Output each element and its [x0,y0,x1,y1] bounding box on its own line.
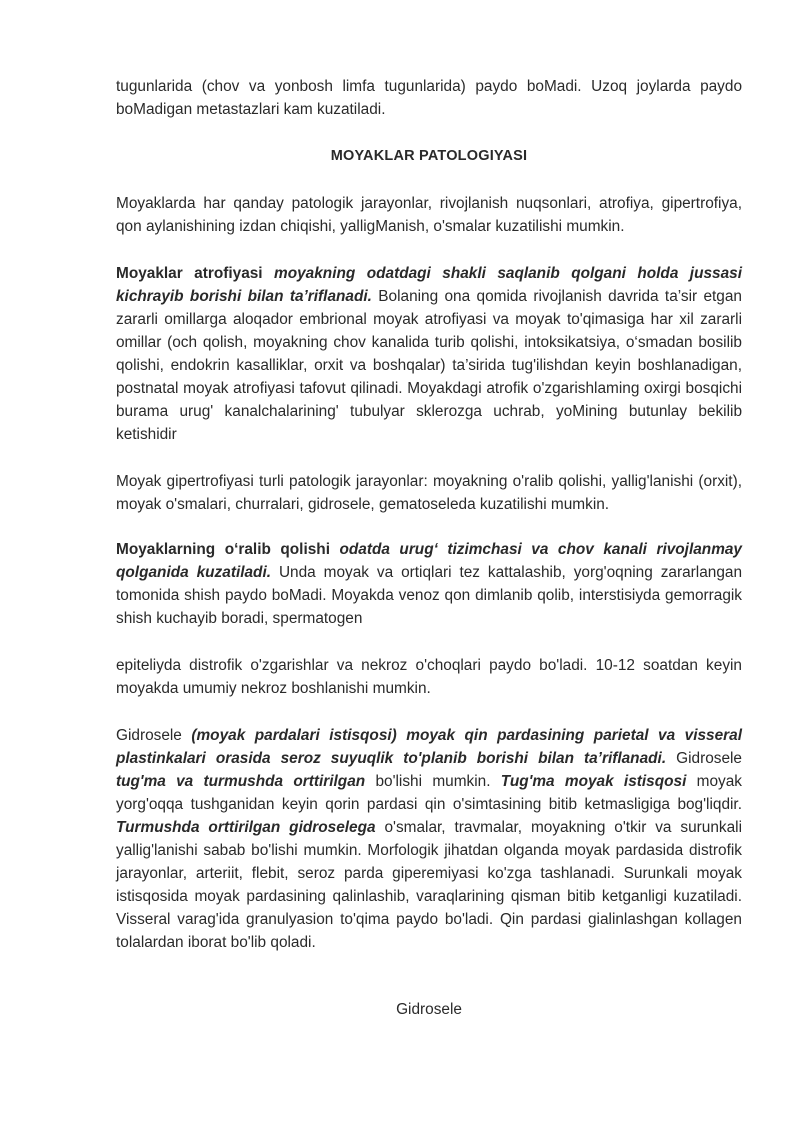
text-hydrocele-1: Gidrosele [116,727,192,744]
term-atrophy: Moyaklar atrofiyasi [116,265,263,282]
paragraph-torsion [116,538,742,630]
document-body [116,75,742,978]
definition-torsion: odatda urug‘ tizimchasi va chov kanali rivojlanmay qolganida kuzatiladi. [116,541,742,581]
paragraph-overview: Moyaklarda har qanday patologik jarayonlar, rivojlanish nuqsonlari, atrofiya, gipertrofiya, qon aylanishining izdan chiqishi, yalligManish, o'smalar kuzatilishi mumkin. [116,195,742,235]
term-torsion: Moyaklarning o‘ralib qolishi [116,541,330,558]
text-hydrocele-4: moyak yorg'oqqa tushganidan keyin qorin pardasi qin o'simtasining bitib ketmasligiga bog'liqdir. [116,773,742,813]
section-heading: MOYAKLAR PATOLOGIYASI [330,148,528,164]
definition-atrophy: moyakning odatdagi shakli saqlanib qolgani holda jussasi kichrayib borishi bilan ta’riflanadi. [116,265,742,305]
term-congenital-hydrocele: Tug'ma moyak istisqosi [500,773,687,790]
paragraph-intro: tugunlarida (chov va yonbosh limfa tugunlarida) paydo boMadi. Uzoq joylarda paydo boMadigan metastazlari kam kuzatiladi. [116,78,742,118]
text-atrophy: Bolaning ona qomida rivojlanish davrida ta’sir etgan zararli omillarga aloqador embrional moyak atrofiyasi va moyak to'qimasiga har xil zararli omillar (och qolish, moyakning chov kanalida turib qolishi, intoksikatsiya, o‘smadan bosilib qolishi, endokrin kasalliklar, orxit va boshqalar) ta’sirida tug'ilishdan keyin boshlanadigan, postnatal moyak atrofiyasi tafovut qilinadi. Moyakdagi atrofik o'zgarishlaming oxirgi bosqichi burama urug' kanalchalarining' tubulyar sklerozga uchrab, yoMining butunlay bekilib ketishidir [116,288,742,443]
text-hydrocele-2: Gidrosele [666,750,742,767]
term-congenital-acquired: tug'ma va turmushda orttirilgan [116,773,366,790]
term-acquired-hydrocele: Turmushda orttirilgan gidroselega [116,819,376,836]
paragraph-hypertrophy: Moyak gipertrofiyasi turli patologik jarayonlar: moyakning o'ralib qolishi, yallig'lanishi (orxit), moyak o'smalari, churralari, gidrosele, gematoseleda kuzatilishi mumkin. [116,473,742,513]
paragraph-atrophy [116,262,742,446]
paragraph-hydrocele [116,724,742,954]
text-hydrocele-5: o'smalar, travmalar, moyakning o'tkir va surunkali yallig'lanishi sabab bo'lishi mumkin. Morfologik jihatdan olganda moyak pardasida distrofik jarayonlar, arteriit, flebit, seroz parda giperemiyasi ko'zga tashlanadi. Surunkali moyak istisqosida moyak pardasining qalinlashib, varaqlarining qisman bitib ketganligi kuzatiladi. Visseral varag'ida granulyasion to'qima paydo bo'ladi. Qin pardasi gialinlashgan kollagen tolalardan iborat bo'lib qoladi. [116,819,742,951]
figure-caption: Gidrosele [396,1001,462,1018]
text-hydrocele-3: bo'lishi mumkin. [365,773,501,790]
paragraph-necrosis: epiteliyda distrofik o'zgarishlar va nekroz o'choqlari paydo bo'ladi. 10-12 soatdan keyin moyakda umumiy nekroz boshlanishi mumkin. [116,657,742,697]
definition-hydrocele: (moyak pardalari istisqosi) moyak qin pardasining parietal va visseral plastinkalari orasida seroz suyuqlik to'planib borishi bilan ta’riflanadi. [116,727,742,767]
text-torsion: Unda moyak va ortiqlari tez kattalashib, yorg'oqning zararlangan tomonida shish paydo boMadi. Moyakda venoz qon dimlanib qolib, interstisiyda gemorragik shish kuchayib boradi, spermatogen [116,564,743,627]
